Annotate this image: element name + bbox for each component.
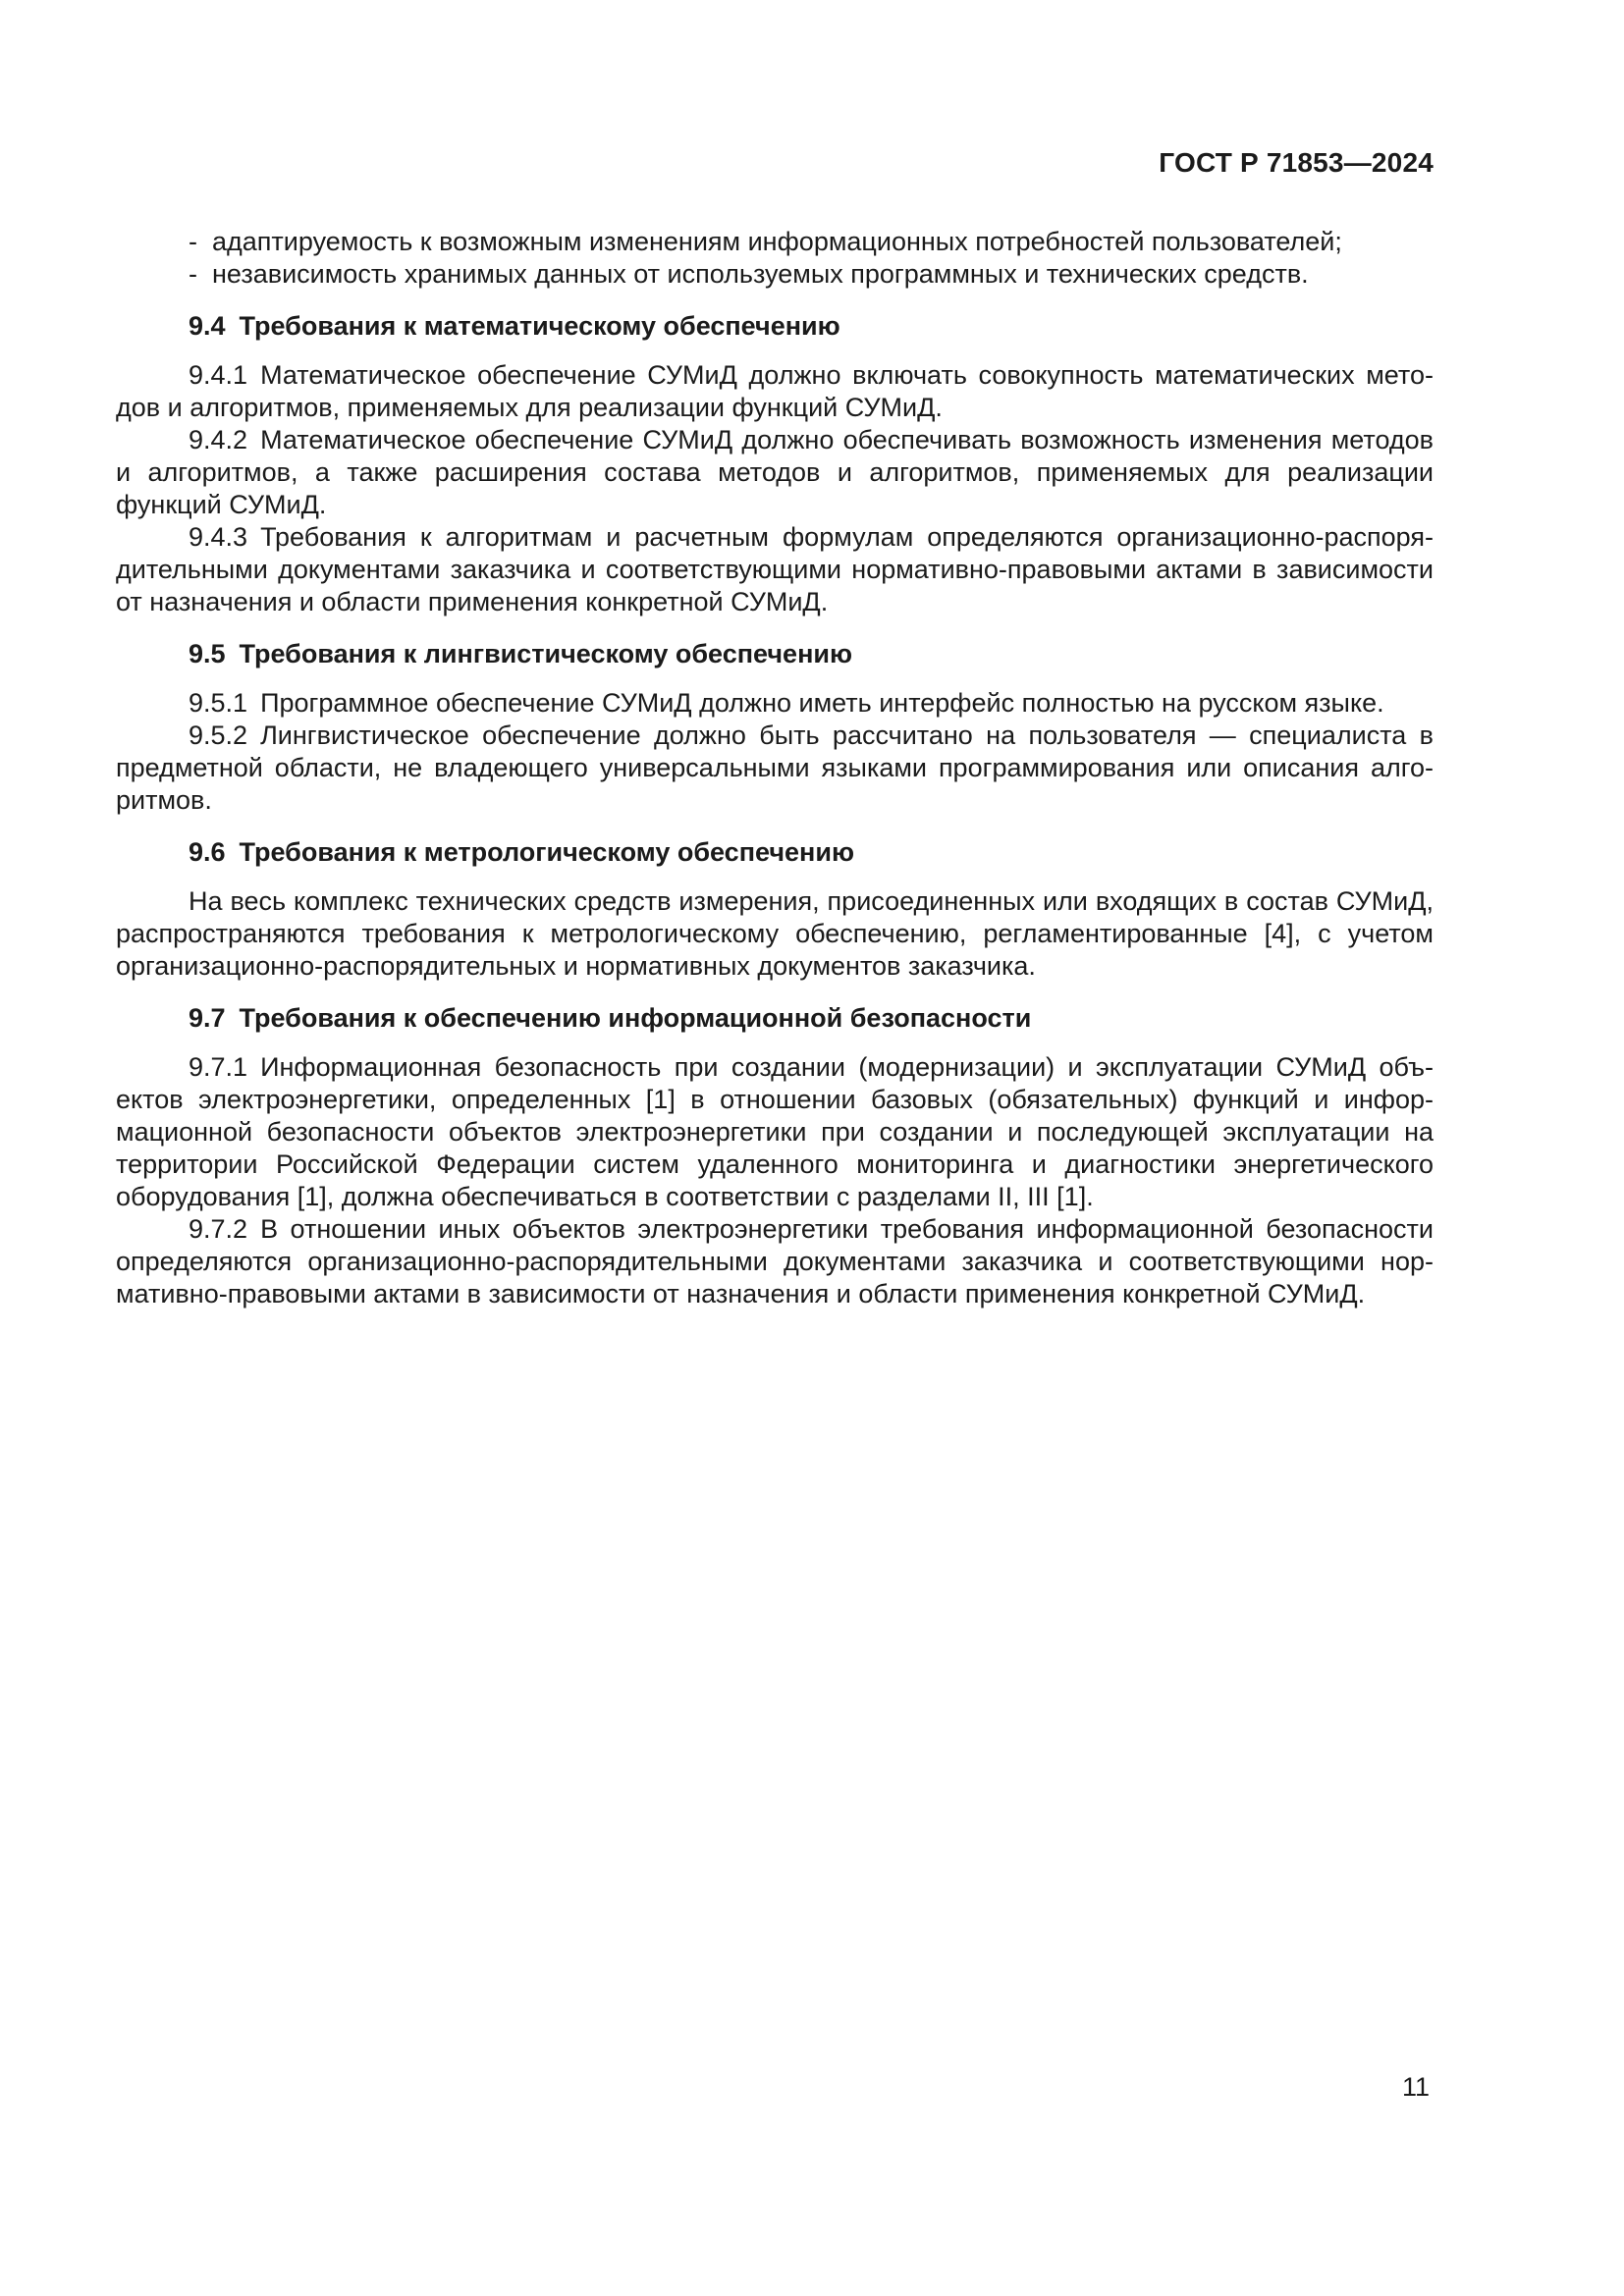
section-9-6 bbox=[116, 836, 1434, 983]
section-heading bbox=[116, 1002, 1434, 1035]
section-heading bbox=[116, 310, 1434, 343]
paragraph-number: 9.4.3 bbox=[189, 522, 248, 552]
paragraph-number: 9.5.1 bbox=[189, 688, 248, 718]
section-heading bbox=[116, 836, 1434, 869]
list-item bbox=[116, 226, 1434, 258]
section-heading bbox=[116, 638, 1434, 670]
paragraph-number: 9.4.1 bbox=[189, 360, 248, 390]
paragraph-number: 9.5.2 bbox=[189, 721, 248, 750]
paragraph-text: Лингвистическое обеспечение должно быть рассчитано на пользователя — специалиста в предметной области, не владеющего универсальными языками программирования или описания алгоритмов. bbox=[116, 721, 1434, 815]
list-item bbox=[116, 258, 1434, 291]
paragraph bbox=[116, 687, 1434, 720]
paragraph-text: Математическое обеспечение СУМиД должно включать совокупность математических методов и алгоритмов, применяемых для реализации функций СУМиД. bbox=[116, 360, 1434, 422]
paragraph-text: Требования к алгоритмам и расчетным формулам определяются организационно-распорядительными документами заказчика и соответствующими нормативно-правовыми актами в зависимости от назначения и области применения конкретной СУМиД. bbox=[116, 522, 1434, 616]
list-item-text: независимость хранимых данных от используемых программных и технических средств. bbox=[212, 259, 1309, 289]
section-title: Требования к обеспечению информационной безопасности bbox=[239, 1003, 1032, 1033]
paragraph bbox=[116, 1213, 1434, 1310]
document-body bbox=[116, 226, 1434, 1310]
paragraph bbox=[116, 424, 1434, 521]
paragraph-text: Математическое обеспечение СУМиД должно обеспечивать возможность изменения методов и алгоритмов, а также расширения состава методов и алгоритмов, применяемых для реализации функций СУМиД. bbox=[116, 425, 1434, 519]
section-9-4 bbox=[116, 310, 1434, 618]
paragraph-number: 9.4.2 bbox=[189, 425, 248, 454]
section-number: 9.7 bbox=[189, 1003, 226, 1033]
paragraph-text: В отношении иных объектов электроэнергетики требования информационной безопасности определяются организационно-распорядительными документами заказчика и соответствующими нормативно-правовыми актами в зависимости от назначения и области применения конкретной СУМиД. bbox=[116, 1214, 1434, 1308]
list-item-marker: - bbox=[189, 259, 197, 289]
paragraph bbox=[116, 885, 1434, 983]
paragraph-number: 9.7.1 bbox=[189, 1052, 248, 1082]
section-number: 9.5 bbox=[189, 639, 226, 668]
list-item-marker: - bbox=[189, 227, 197, 256]
section-number: 9.6 bbox=[189, 837, 226, 867]
paragraph-text: Информационная безопасность при создании (модернизации) и эксплуатации СУМиД объектов электроэнергетики, определенных [1] в отношении базовых (обязательных) функций и информационной безопасности объектов электроэнергетики при создании и последующей эксплуатации на территории Российской Федерации систем удаленного мониторинга и диагностики энергетического оборудования [1], должна обеспечиваться в соответствии с разделами II, III [1]. bbox=[116, 1052, 1434, 1211]
section-9-7 bbox=[116, 1002, 1434, 1310]
standard-designation: ГОСТ Р 71853—2024 bbox=[1159, 147, 1434, 178]
paragraph bbox=[116, 359, 1434, 424]
paragraph-text: На весь комплекс технических средств измерения, присоединенных или входящих в состав СУМиД, распространяются требования к метрологическому обеспечению, регламентированные [4], с учетом организационно-распорядительных и нормативных документов заказчика. bbox=[116, 886, 1434, 981]
document-header bbox=[116, 149, 1434, 177]
paragraph bbox=[116, 720, 1434, 817]
paragraph bbox=[116, 521, 1434, 618]
paragraph-number: 9.7.2 bbox=[189, 1214, 248, 1244]
section-title: Требования к лингвистическому обеспечению bbox=[239, 639, 853, 668]
section-title: Требования к математическому обеспечению bbox=[239, 311, 840, 341]
section-number: 9.4 bbox=[189, 311, 226, 341]
list-item-text: адаптируемость к возможным изменениям информационных потребностей пользователей; bbox=[212, 227, 1342, 256]
paragraph-text: Программное обеспечение СУМиД должно иметь интерфейс полностью на русском языке. bbox=[260, 688, 1384, 718]
page-number: 11 bbox=[1401, 2072, 1430, 2102]
paragraph bbox=[116, 1051, 1434, 1213]
section-9-5 bbox=[116, 638, 1434, 817]
section-title: Требования к метрологическому обеспечению bbox=[239, 837, 855, 867]
